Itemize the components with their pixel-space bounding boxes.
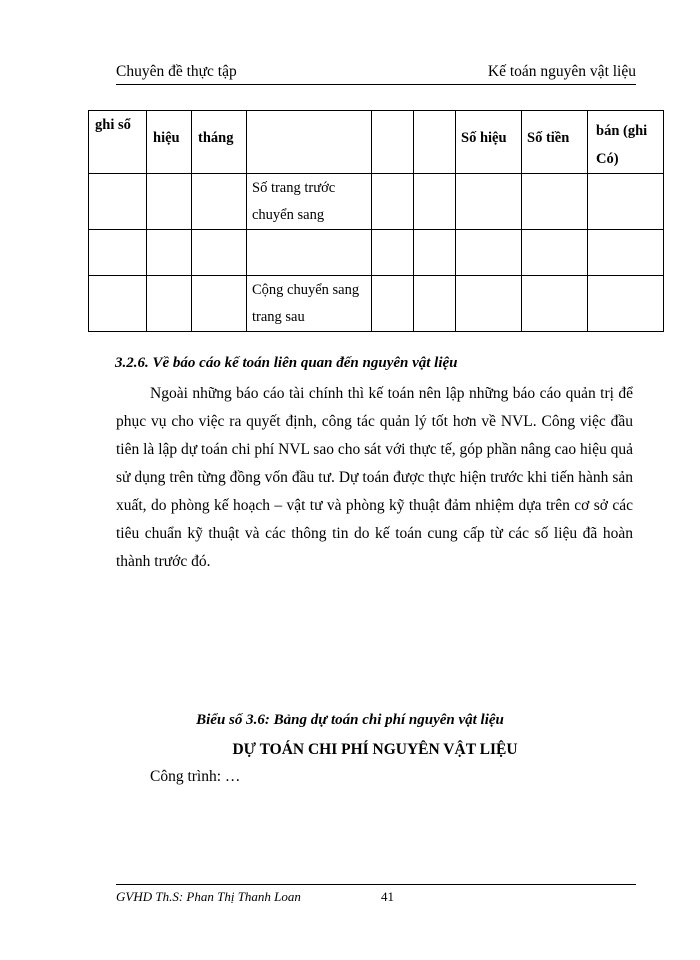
header-cell-empty [247,111,372,174]
table-row [89,230,664,276]
table-cell: Số trang trước chuyển sang [247,174,372,230]
header-cell-ban-ghi-co: bán (ghi Có) [588,111,664,174]
table-cell: Cộng chuyển sang trang sau [247,276,372,332]
table-row [89,174,664,230]
table-header-row [89,111,664,174]
table-cell [247,230,372,276]
header-cell-thang: tháng [192,111,247,174]
header-cell-empty [414,111,456,174]
header-cell-empty [372,111,414,174]
header-right-title: Kế toán nguyên vật liệu [487,63,636,80]
footer-teacher: GVHD Th.S: Phan Thị Thanh Loan [116,889,301,904]
section-heading: 3.2.6. Về báo cáo kế toán liên quan đến nguyên vật liệu [115,355,458,371]
header-left-title: Chuyên đề thực tập [116,63,237,80]
project-label: Công trình: … [150,768,241,785]
table-row [89,276,664,332]
page-footer [116,884,636,904]
table-title: DỰ TOÁN CHI PHÍ NGUYÊN VẬT LIỆU [232,741,518,758]
paragraph-text: Ngoài những báo cáo tài chính thì kế toán nên lập những báo cáo quản trị để phục vụ cho việc ra quyết định, công tác quản lý tốt hơn về NVL. Công việc đầu tiên là lập dự toán chi phí NVL sao cho sát với thực tế, góp phần nâng cao hiệu quả sử dụng trên từng đồng vốn đầu tư. Dự toán được thực hiện trước khi tiến hành sản xuất, do phòng kế hoạch – vật tư và phòng kỹ thuật đảm nhiệm dựa trên cơ sở các tiêu chuẩn kỹ thuật và các thông tin do kế toán cung cấp từ các số liệu đã hoàn thành trước đó. [116,385,633,570]
page-header [116,62,636,85]
header-cell-hieu: hiệu [147,111,192,174]
header-cell-ghi-so: ghi sổ [89,111,147,174]
page-number: 41 [381,889,394,904]
table-caption: Biểu số 3.6: Bảng dự toán chi phí nguyên vật liệu [196,712,504,728]
section-paragraph [116,380,633,576]
header-cell-so-hieu: Số hiệu [456,111,522,174]
ledger-table [88,110,664,332]
header-cell-so-tien: Số tiền [522,111,588,174]
